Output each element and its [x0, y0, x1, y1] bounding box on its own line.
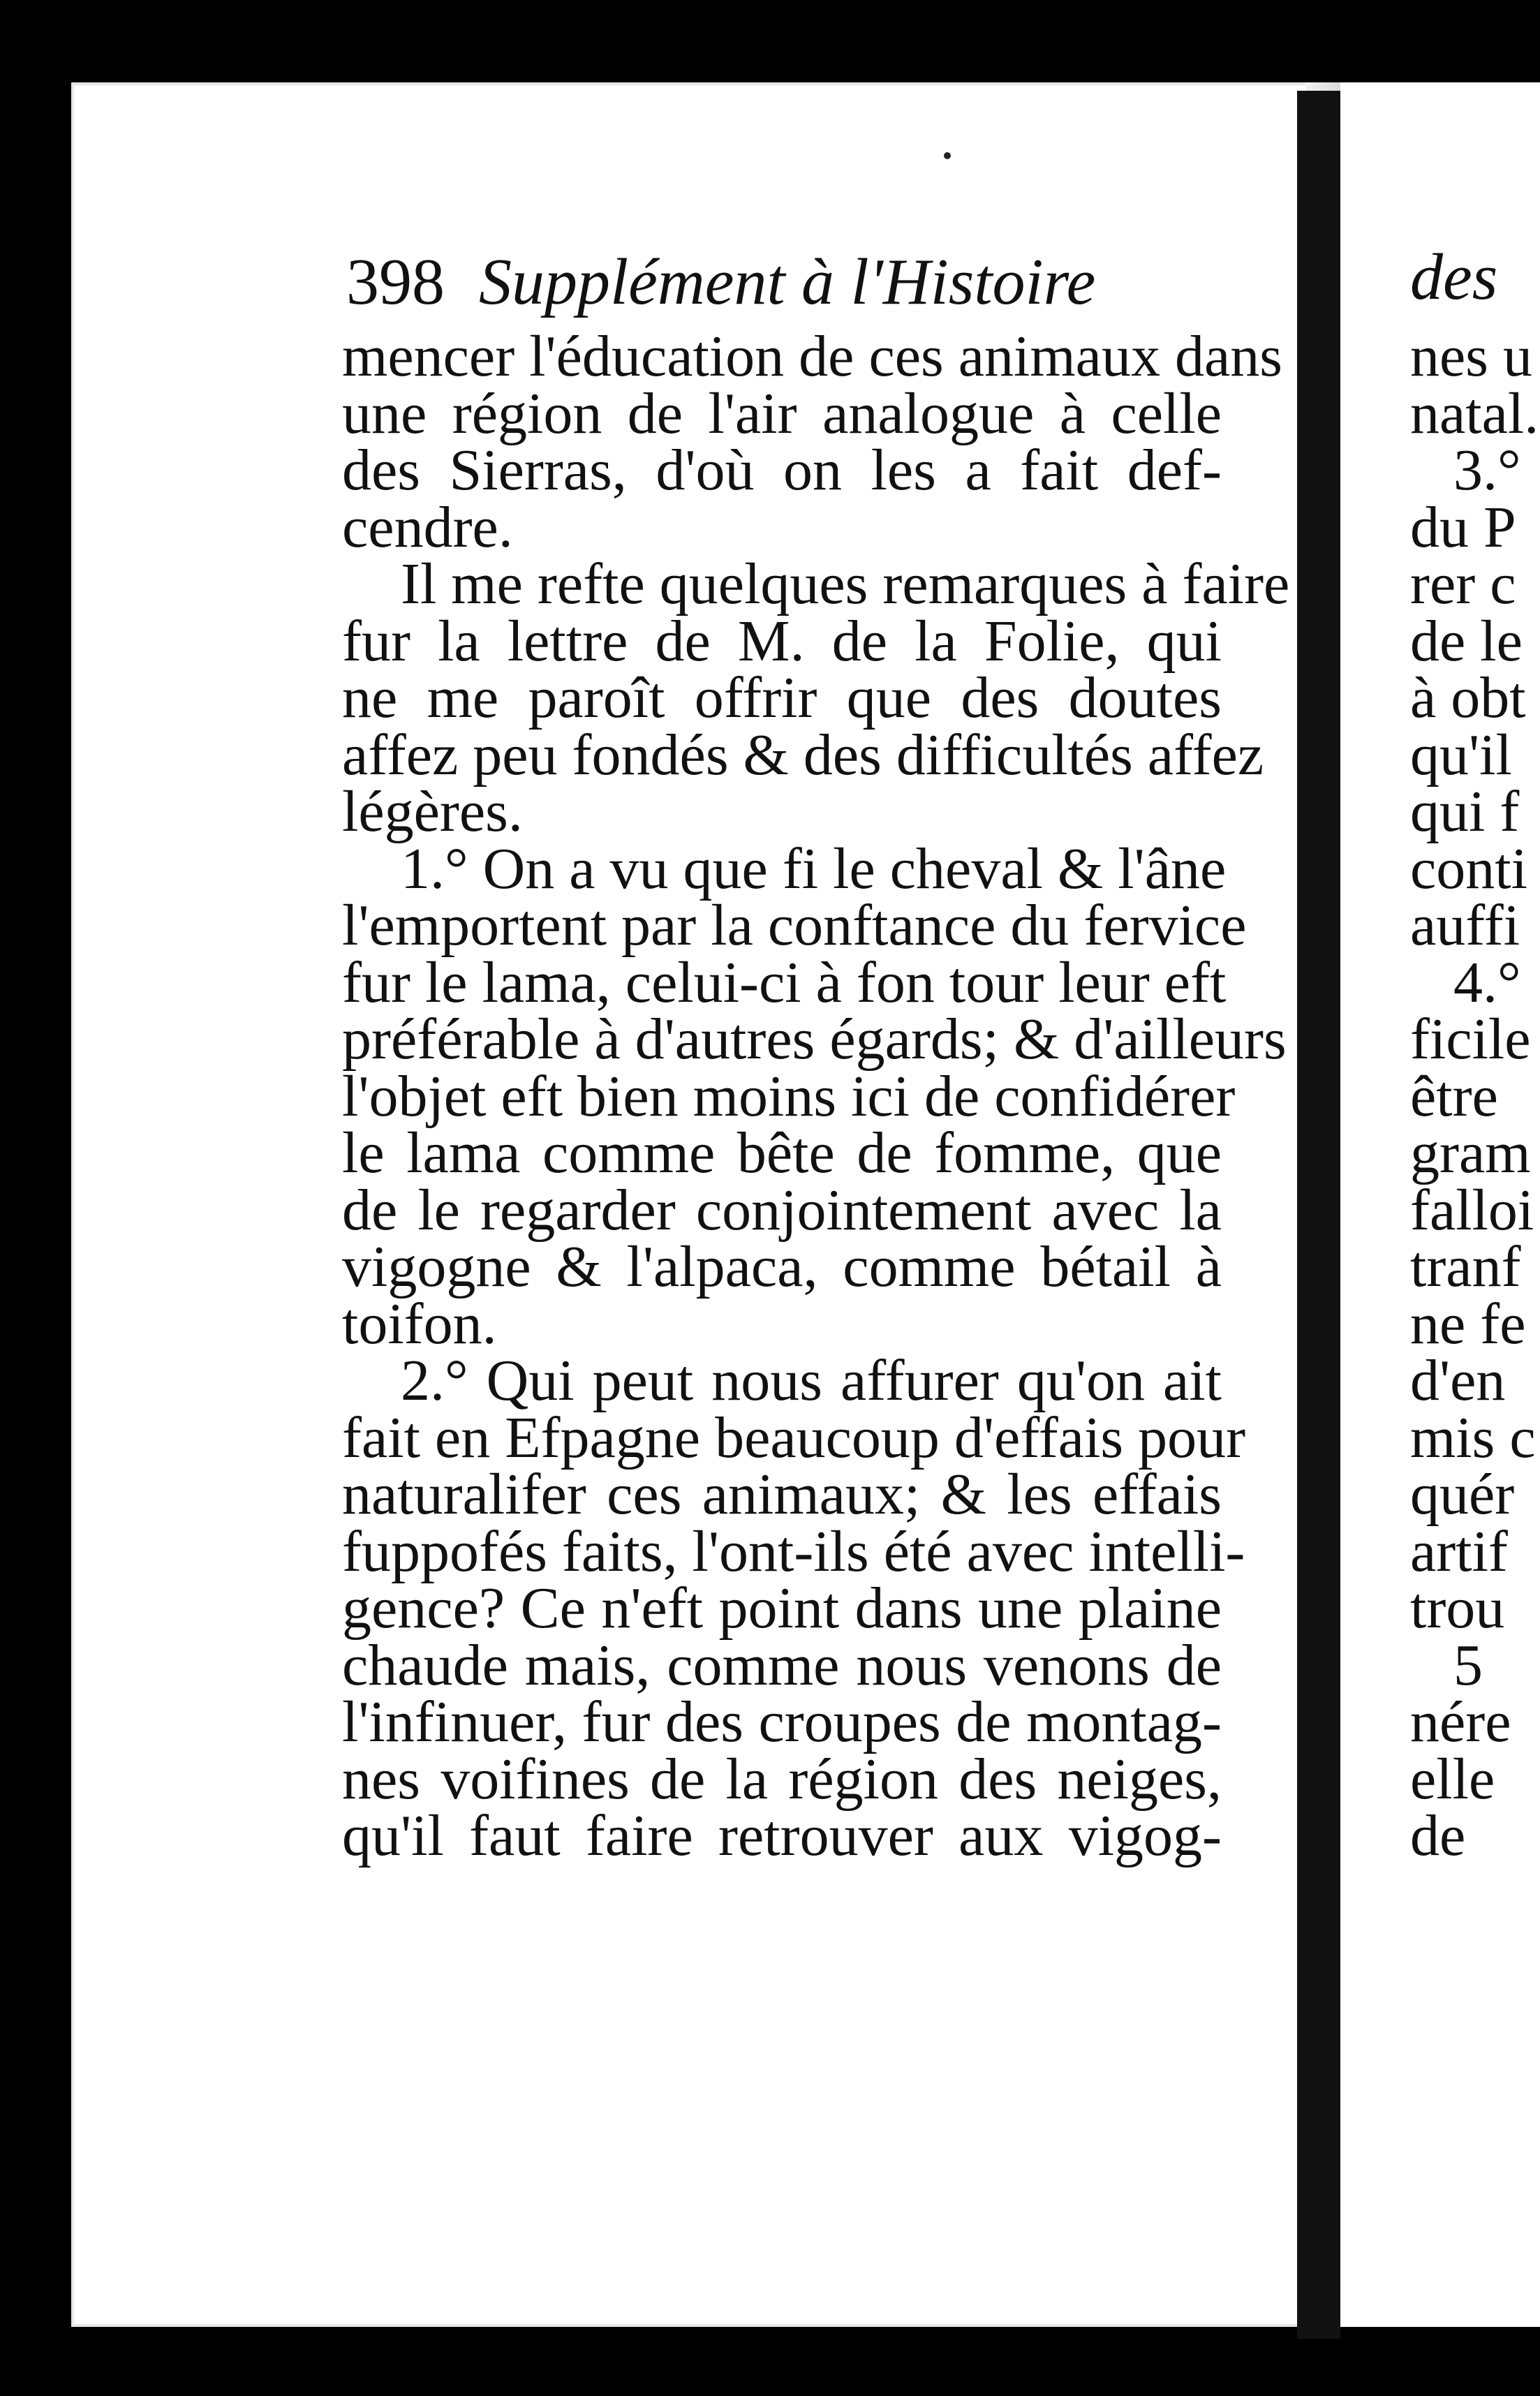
text-line: Il me refte quelques remarques à faire	[401, 552, 1290, 616]
body-text	[342, 324, 1290, 1868]
text-line: 5	[1453, 1632, 1483, 1698]
text-line: légères.	[342, 779, 523, 844]
text-line: trou	[1410, 1576, 1505, 1641]
text-line: gence? Ce n'eft point dans une plaine	[342, 1576, 1222, 1641]
text-line: mis c	[1410, 1405, 1536, 1470]
text-line: du P	[1410, 494, 1516, 560]
text-line: auffi	[1410, 893, 1520, 958]
text-line: qu'il faut faire retrouver aux vigog-	[342, 1803, 1222, 1868]
text-line: fuppofés faits, l'ont-ils été avec intelli-	[342, 1518, 1245, 1584]
text-line: 4.°	[1453, 949, 1521, 1015]
text-line: d'en	[1410, 1348, 1506, 1413]
text-line: 1.° On a vu que fi le cheval & l'âne	[401, 836, 1227, 901]
book-spine	[1297, 91, 1340, 2339]
text-line: préférable à d'autres égards; & d'ailleurs	[342, 1007, 1287, 1072]
text-line: mencer l'éducation de ces animaux dans	[342, 324, 1282, 389]
text-line: gram	[1410, 1121, 1531, 1185]
ink-speck	[944, 152, 951, 159]
text-line: de le	[1410, 608, 1523, 674]
text-line: rer c	[1410, 552, 1516, 616]
text-line: 3.°	[1453, 438, 1521, 503]
text-line: cendre.	[342, 494, 513, 560]
running-title: Supplément à l'Histoire	[479, 246, 1096, 318]
text-line: être	[1410, 1063, 1498, 1129]
page-number: 398	[346, 246, 445, 318]
text-line: fait en Efpagne beaucoup d'effais pour	[342, 1405, 1246, 1470]
text-line: qu'il	[1410, 722, 1512, 787]
text-line: vigogne & l'alpaca, comme bétail à	[342, 1234, 1222, 1299]
text-line: le lama comme bête de fomme, que	[342, 1121, 1222, 1185]
text-line: natal.	[1410, 380, 1539, 446]
text-line: l'objet eft bien moins ici de confidérer	[342, 1063, 1236, 1129]
text-line: à obt	[1410, 665, 1526, 730]
text-line: nes u	[1410, 324, 1532, 389]
text-line: toifon.	[342, 1291, 497, 1356]
text-line: falloi	[1410, 1177, 1534, 1243]
text-line: de le regarder conjointement avec la	[342, 1177, 1222, 1243]
text-line: chaude mais, comme nous venons de	[342, 1632, 1222, 1698]
text-line: elle	[1410, 1746, 1495, 1812]
text-line: l'infinuer, fur des croupes de montag-	[342, 1689, 1222, 1754]
running-header	[346, 244, 1282, 328]
text-line: une région de l'air analogue à celle	[342, 380, 1222, 446]
text-line: naturalifer ces animaux; & les effais	[342, 1462, 1222, 1527]
text-line: tranf	[1410, 1234, 1521, 1299]
text-line: artif	[1410, 1518, 1508, 1584]
text-line: 2.° Qui peut nous affurer qu'on ait	[401, 1348, 1222, 1413]
text-line: affez peu fondés & des difficultés affez	[342, 722, 1264, 787]
text-line: conti	[1410, 836, 1527, 901]
text-line: qui f	[1410, 779, 1520, 844]
text-line: de	[1410, 1803, 1466, 1865]
text-line: fur le lama, celui-ci à fon tour leur eft	[342, 949, 1227, 1015]
text-line: nes voifines de la région des neiges,	[342, 1746, 1222, 1812]
text-line: fur la lettre de M. de la Folie, qui	[342, 608, 1222, 674]
right-running-title: des	[1410, 244, 1498, 313]
text-line: ne me paroît offrir que des doutes	[342, 665, 1222, 730]
text-line: des Sierras, d'où on les a fait def-	[342, 438, 1222, 503]
text-line: l'emportent par la conftance du fervice	[342, 893, 1247, 958]
text-line: quér	[1410, 1462, 1515, 1527]
text-line: nére	[1410, 1689, 1511, 1754]
right-page-text	[1410, 244, 1540, 1865]
text-line: ne fe	[1410, 1291, 1526, 1356]
text-line: ficile	[1410, 1007, 1531, 1072]
